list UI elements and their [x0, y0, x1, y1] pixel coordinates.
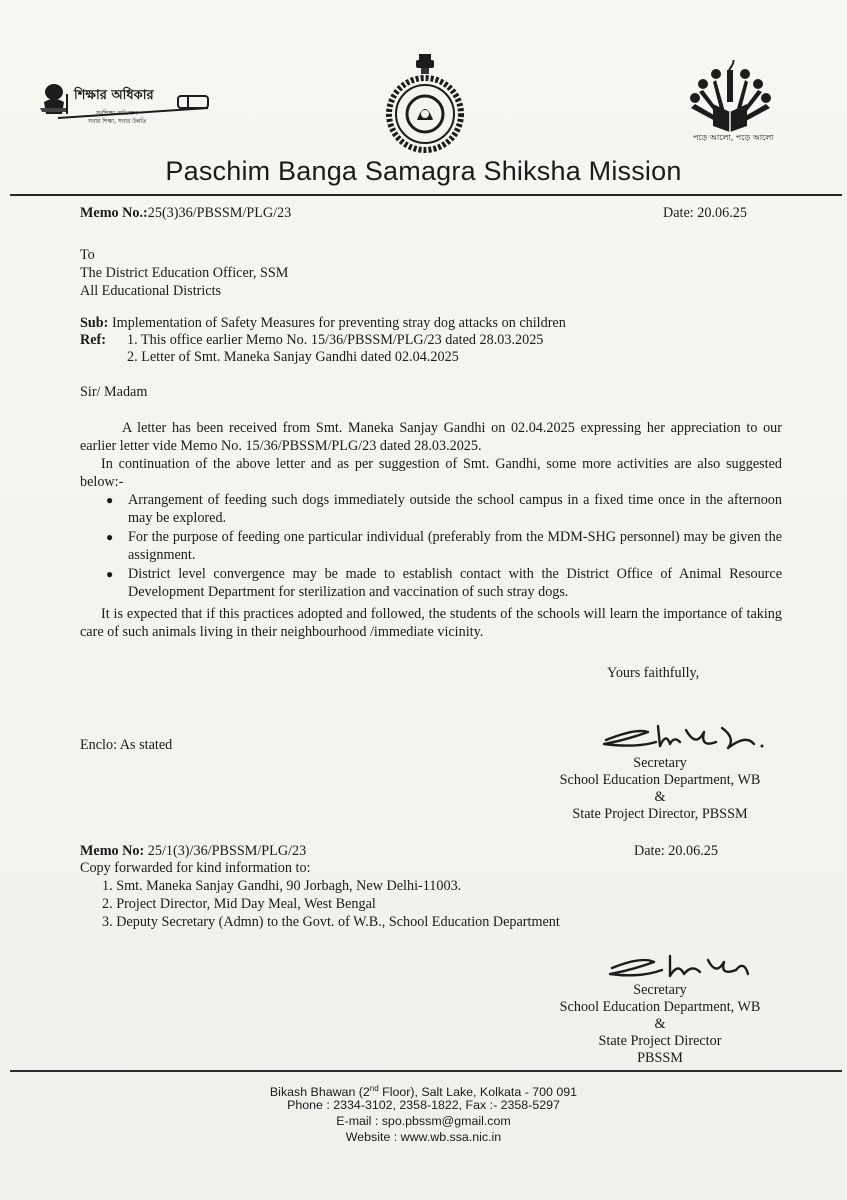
signatory-1-title: Secretary	[633, 755, 687, 771]
signature-2	[604, 950, 764, 984]
bullet-item-2	[106, 528, 782, 564]
footer-address-sup: nd	[369, 1084, 379, 1093]
bullet-text: For the purpose of feeding one particular individual (preferably from the MDM-SHG personnel) may be given the assignment.	[128, 529, 782, 563]
bullet-icon: ●	[106, 567, 114, 581]
footer-address-post: Floor), Salt Lake, Kolkata - 700 091	[378, 1085, 578, 1100]
signatory-2-role: State Project Director	[598, 1033, 722, 1049]
logo-right-motto: পড়ে আলো, পড়ে আলো	[693, 133, 774, 142]
recipient-2: 2. Project Director, Mid Day Meal, West Bengal	[102, 896, 376, 912]
body-paragraph-3: It is expected that if this practices adopted and followed, the students of the schools will learn the importance of taking care of such animals living in their neighbourhood /immediate vicinity.	[80, 606, 782, 640]
enclosure: Enclo: As stated	[80, 737, 173, 753]
biswa-bangla-emblem	[385, 52, 465, 156]
page-title: Paschim Banga Samagra Shiksha Mission	[165, 156, 682, 186]
bullet-text: Arrangement of feeding such dogs immediately outside the school campus in a fixed time once in the afternoon may be explored.	[128, 492, 782, 526]
reference-2: 2. Letter of Smt. Maneka Sanjay Gandhi dated 02.04.2025	[127, 349, 459, 365]
copy-forward-intro: Copy forwarded for kind information to:	[80, 860, 311, 876]
memo-2-number	[80, 842, 306, 860]
subject-label: Sub:	[80, 315, 109, 331]
address-to: To	[80, 247, 95, 263]
memo-2-label: Memo No:	[80, 843, 145, 859]
footer-phone: Phone : 2334-3102, 2358-1822, Fax :- 2358-5297	[287, 1098, 560, 1112]
recipient-1: 1. Smt. Maneka Sanjay Gandhi, 90 Jorbagh, New Delhi-11003.	[102, 878, 462, 894]
handwritten-signature-icon	[604, 950, 764, 984]
body-paragraph-1: A letter has been received from Smt. Maneka Sanjay Gandhi on 02.04.2025 expressing her appreciation to our earlier letter vide Memo No. 15/36/PBSSM/PLG/23 dated 28.03.2025.	[80, 420, 782, 454]
logo-left-sub1: সর্বশিক্ষা অভিযান	[96, 110, 138, 117]
bullet-item-3	[106, 565, 782, 601]
signatory-2-and: &	[654, 1016, 666, 1032]
samagra-shiksha-logo	[683, 60, 778, 152]
recipient-3: 3. Deputy Secretary (Admn) to the Govt. of W.B., School Education Department	[102, 914, 560, 930]
memo-label: Memo No.:	[80, 205, 148, 221]
logo-left-sub2: সবার শিক্ষা, সবার উন্নতি	[88, 118, 147, 125]
footer-website: Website : www.wb.ssa.nic.in	[345, 1130, 502, 1144]
memo-2-value: 25/1(3)/36/PBSSM/PLG/23	[147, 843, 307, 859]
signatory-1-and: &	[654, 789, 666, 805]
reference-1: 1. This office earlier Memo No. 15/36/PBSSM/PLG/23 dated 28.03.2025	[127, 332, 544, 348]
subject-line	[80, 314, 566, 332]
shikshar-adhikar-logo	[38, 78, 213, 130]
subject-text: Implementation of Safety Measures for preventing stray dog attacks on children	[108, 315, 566, 331]
salutation: Sir/ Madam	[80, 384, 148, 400]
footer-email: E-mail : spo.pbssm@gmail.com	[336, 1114, 511, 1128]
signature-1	[596, 718, 776, 758]
reference-label: Ref:	[80, 332, 106, 348]
address-line2: All Educational Districts	[80, 283, 222, 299]
bullet-item-1	[106, 491, 782, 527]
handwritten-signature-icon	[596, 718, 776, 758]
bullet-icon: ●	[106, 493, 114, 507]
address-line1: The District Education Officer, SSM	[80, 265, 289, 281]
memo-date: Date: 20.06.25	[663, 205, 747, 221]
signatory-2-dept: School Education Department, WB	[559, 999, 761, 1015]
memo-2-date: Date: 20.06.25	[634, 843, 718, 859]
logo-left-title: শিক্ষার অধিকার	[74, 88, 154, 103]
closing: Yours faithfully,	[607, 665, 700, 681]
memo-value: 25(3)36/PBSSM/PLG/23	[147, 205, 292, 221]
footer-divider	[10, 1070, 842, 1072]
memo-number	[80, 204, 291, 222]
body-paragraph-2: In continuation of the above letter and as per suggestion of Smt. Gandhi, some more activities are also suggested below:-	[80, 456, 782, 490]
signatory-2-title: Secretary	[633, 982, 687, 998]
signatory-1-role: State Project Director, PBSSM	[572, 806, 748, 822]
footer-address-pre: Bikash Bhawan (2	[269, 1085, 370, 1100]
signatory-2-org: PBSSM	[637, 1050, 683, 1066]
signatory-1-dept: School Education Department, WB	[559, 772, 761, 788]
bullet-text: District level convergence may be made to establish contact with the District Office of Animal Resource Development Department for sterilization and vaccination of such stray dogs.	[128, 566, 782, 600]
header-divider	[10, 194, 842, 196]
state-emblem-icon	[385, 52, 465, 156]
bullet-icon: ●	[106, 530, 114, 544]
